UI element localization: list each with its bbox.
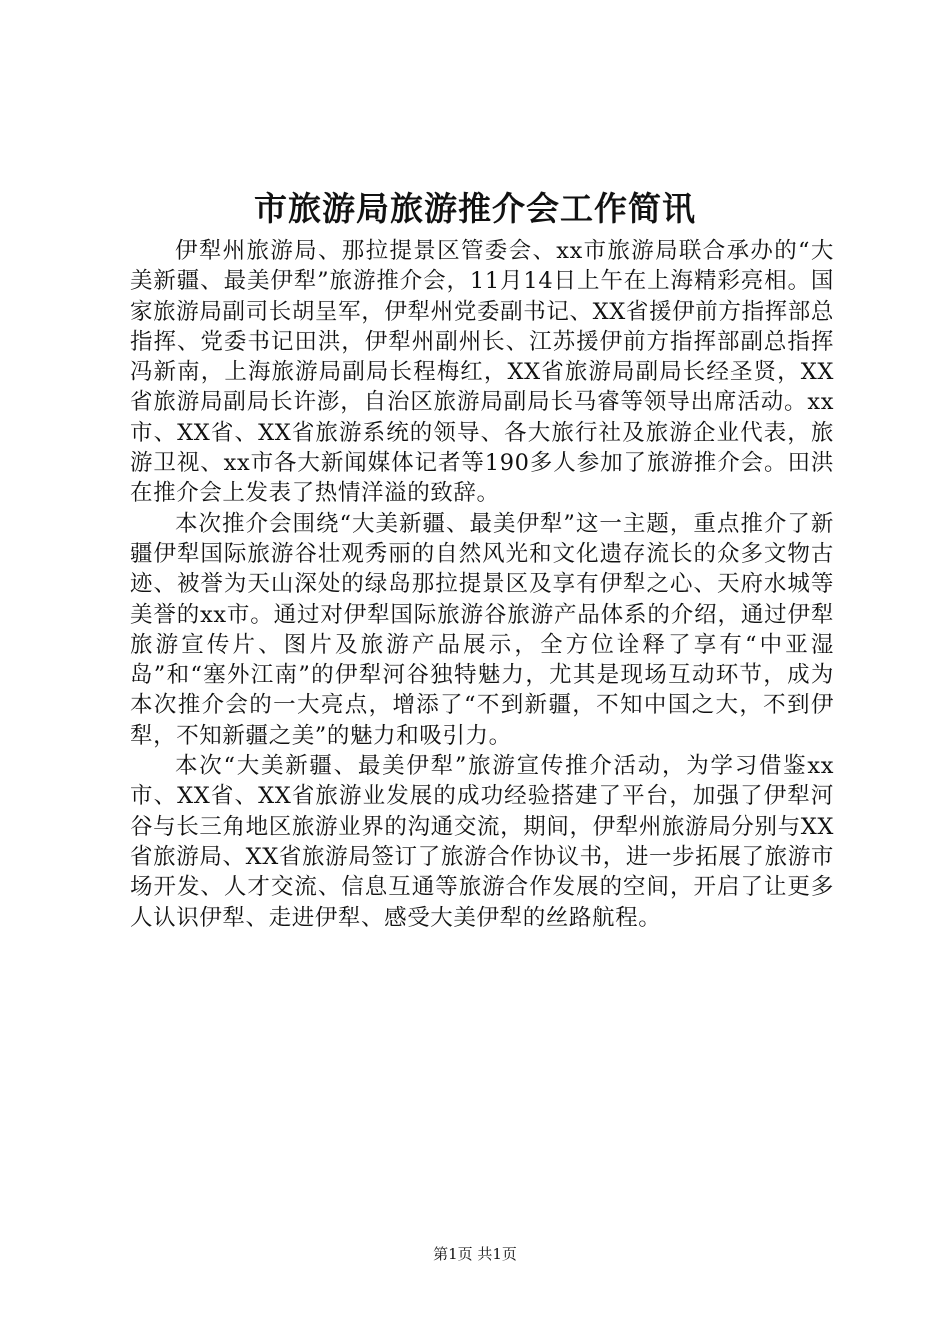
paragraph-2: 本次推介会围绕“大美新疆、最美伊犁”这一主题，重点推介了新疆伊犁国际旅游谷壮观秀丽的自然风光和文化遗存流长的众多文物古迹、被誉为天山深处的绿岛那拉提景区及享有伊犁之心、天府水城等美誉的xx市。通过对伊犁国际旅游谷旅游产品体系的介绍，通过伊犁旅游宣传片、图片及旅游产品展示，全方位诠释了享有“中亚湿岛”和“塞外江南”的伊犁河谷独特魅力，尤其是现场互动环节，成为本次推介会的一大亮点，增添了“不到新疆，不知中国之大，不到伊犁，不知新疆之美”的魅力和吸引力。 — [130, 510, 834, 749]
document-title: 市旅游局旅游推介会工作简讯 — [254, 189, 696, 228]
page-indicator: 第1页 共1页 — [433, 1245, 517, 1263]
document-body — [130, 236, 834, 933]
page-footer — [0, 1243, 950, 1265]
paragraph-3: 本次“大美新疆、最美伊犁”旅游宣传推介活动，为学习借鉴xx市、XX省、XX省旅游业发展的成功经验搭建了平台，加强了伊犁河谷与长三角地区旅游业界的沟通交流，期间，伊犁州旅游局分别与XX省旅游局、XX省旅游局签订了旅游合作协议书，进一步拓展了旅游市场开发、人才交流、信息互通等旅游合作发展的空间，开启了让更多人认识伊犁、走进伊犁、感受大美伊犁的丝路航程。 — [130, 753, 834, 931]
paragraph-1: 伊犁州旅游局、那拉提景区管委会、xx市旅游局联合承办的“大美新疆、最美伊犁”旅游推介会，11月14日上午在上海精彩亮相。国家旅游局副司长胡呈军，伊犁州党委副书记、XX省援伊前方指挥部总指挥、党委书记田洪，伊犁州副州长、江苏援伊前方指挥部副总指挥冯新南，上海旅游局副局长程梅红，XX省旅游局副局长经圣贤，XX省旅游局副局长许澎，自治区旅游局副局长马睿等领导出席活动。xx市、XX省、XX省旅游系统的领导、各大旅行社及旅游企业代表，旅游卫视、xx市各大新闻媒体记者等190多人参加了旅游推介会。田洪在推介会上发表了热情洋溢的致辞。 — [130, 238, 834, 507]
